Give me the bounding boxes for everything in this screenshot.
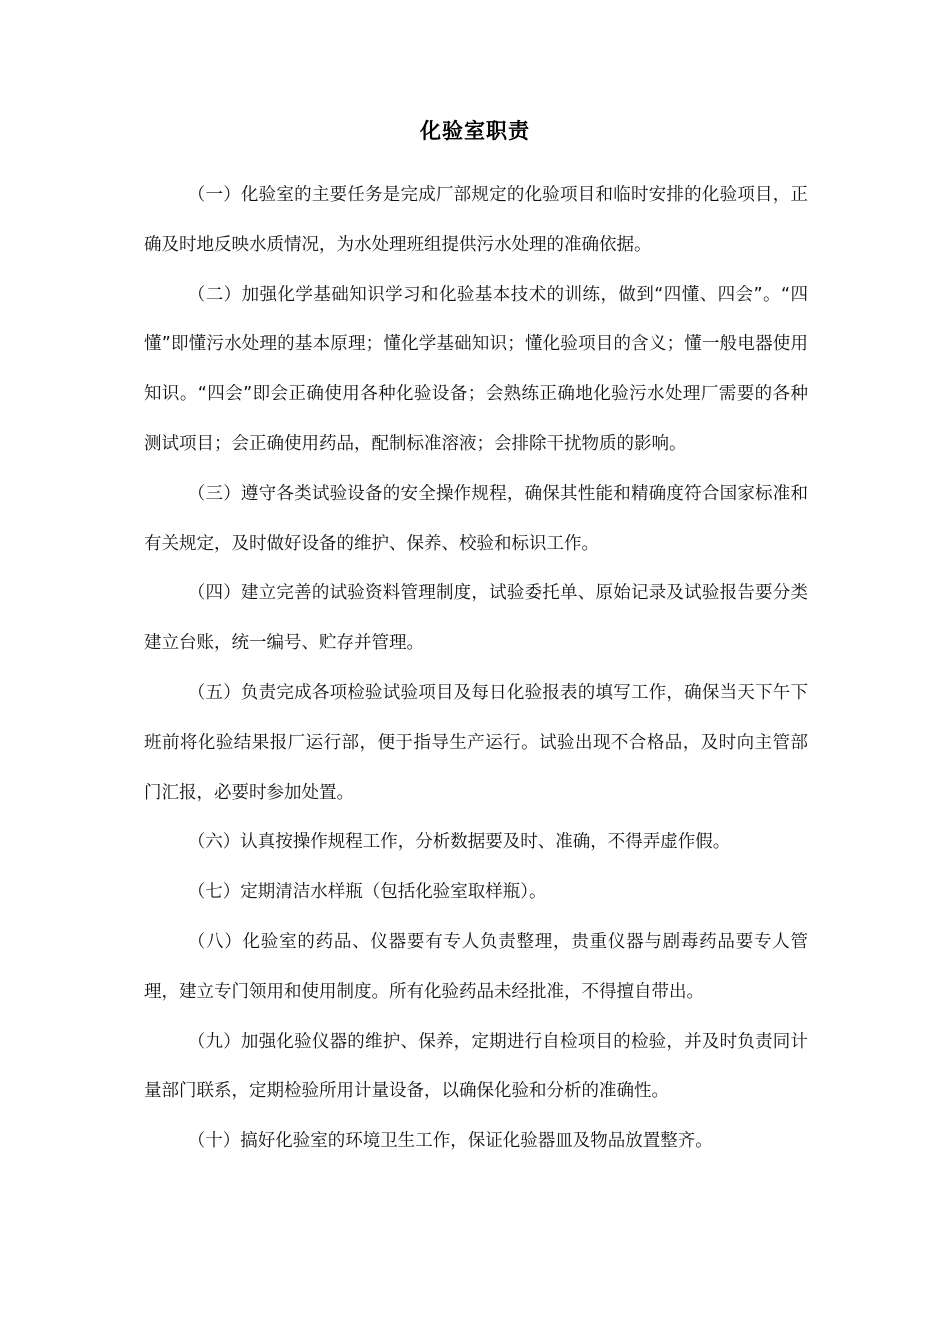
document-body	[144, 171, 808, 1167]
paragraph-1: （一）化验室的主要任务是完成厂部规定的化验项目和临时安排的化验项目，正确及时地反映水质情况，为水处理班组提供污水处理的准确依据。	[144, 185, 808, 255]
paragraph-9: （九）加强化验仪器的维护、保养，定期进行自检项目的检验，并及时负责同计量部门联系，定期检验所用计量设备，以确保化验和分析的准确性。	[144, 1031, 808, 1102]
paragraph-4: （四）建立完善的试验资料管理制度，试验委托单、原始记录及试验报告要分类建立台账，统一编号、贮存并管理。	[144, 583, 808, 654]
paragraph-3: （三）遵守各类试验设备的安全操作规程，确保其性能和精确度符合国家标准和有关规定，及时做好设备的维护、保养、校验和标识工作。	[144, 483, 808, 554]
paragraph-5: （五）负责完成各项检验试验项目及每日化验报表的填写工作，确保当天下午下班前将化验结果报厂运行部，便于指导生产运行。试验出现不合格品，及时向主管部门汇报，必要时参加处置。	[144, 682, 808, 803]
paragraph-7: （七）定期清洁水样瓶（包括化验室取样瓶）。	[187, 882, 547, 903]
paragraph-6: （六）认真按操作规程工作，分析数据要及时、准确，不得弄虚作假。	[187, 832, 731, 853]
paragraph-10: （十）搞好化验室的环境卫生工作，保证化验器皿及物品放置整齐。	[187, 1131, 713, 1152]
document-title: 化验室职责	[420, 119, 530, 143]
paragraph-2: （二）加强化学基础知识学习和化验基本技术的训练，做到“四懂、四会”。“四懂”即懂污水处理的基本原理；懂化学基础知识；懂化验项目的含义；懂一般电器使用知识。“四会”即会正确使用各种化验设备；会熟练正确地化验污水处理厂需要的各种测试项目；会正确使用药品，配制标准溶液；会排除干扰物质的影响。	[144, 284, 808, 454]
paragraph-8: （八）化验室的药品、仪器要有专人负责整理，贵重仪器与剧毒药品要专人管理，建立专门领用和使用制度。所有化验药品未经批准，不得擅自带出。	[144, 931, 808, 1002]
